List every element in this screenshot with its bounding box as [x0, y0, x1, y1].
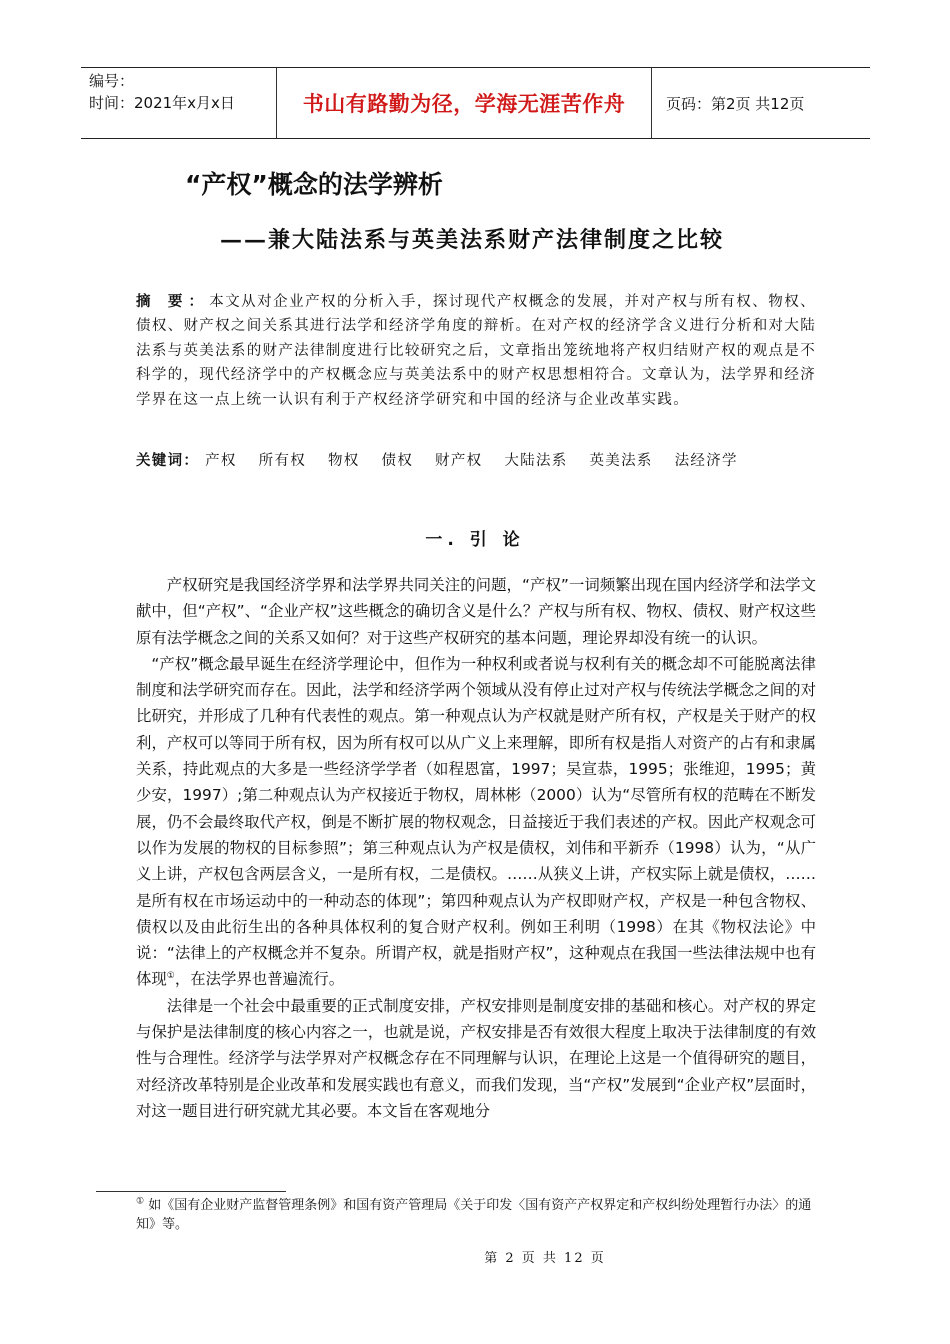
footnote-divider [96, 1191, 286, 1192]
header-meta [81, 68, 277, 138]
page-footer: 第 2 页 共 12 页 [484, 1251, 606, 1266]
keyword: 产权 [205, 453, 237, 469]
paragraph: 产权研究是我国经济学界和法学界共同关注的问题，“产权”一词频繁出现在国内经济学和法学文献中，但“产权”、“企业产权”这些概念的确切含义是什么？产权与所有权、物权、债权、财产权这些原有法学概念之间的关系又如何？对于这些产权研究的基本问题，理论界却没有统一的认识。 [136, 576, 816, 647]
keyword: 英美法系 [589, 453, 653, 469]
paragraph-text: “产权”概念最早诞生在经济学理论中，但作为一种权利或者说与权利有关的概念却不可能脱离法律制度和法学研究而存在。因此，法学和经济学两个领域从没有停止过对产权与传统法学概念之间的对比研究，并形成了几种有代表性的观点。第一种观点认为产权就是财产所有权，产权是关于财产的权利，产权可以等同于所有权，因为所有权可以从广义上来理解，即所有权是指人对资产的占有和隶属关系，持此观点的大多是一些经济学学者（如程恩富，1997；吴宣恭，1995；张维迎，1995；黄少安，1997）;第二种观点认为产权接近于物权，周林彬（2000）认为“尽管所有权的范畴在不断发展，仍不会最终取代产权，倒是不断扩展的物权观念，日益接近于我们表述的产权。因此产权观念可以作为发展的物权的目标参照”；第三种观点认为产权是债权，刘伟和平新乔（1998）认为，“从广义上讲，产权包含两层含义，一是所有权，二是债权。……从狭义上讲，产权实际上就是债权，……是所有权在市场运动中的一种动态的体现”；第四种观点认为产权即财产权，产权是一种包含物权、债权以及由此衍生出的各种具体权利的复合财产权利。例如王利明（1998）在其《物权法论》中说：“法律上的产权概念并不复杂。所谓产权，就是指财产权”，这种观点在我国一些法律法规中也有体现 [136, 654, 816, 989]
abstract-text: 本文从对企业产权的分析入手，探讨现代产权概念的发展，并对产权与所有权、物权、债权、财产权之间关系其进行法学和经济学角度的辩析。在对产权的经济学含义进行分析和对大陆法系与英美法系的财产法律制度进行比较研究之后，文章指出笼统地将产权归结财产权的观点是不科学的，现代经济学中的产权概念应与英美法系中的财产权思想相符合。文章认为，法学界和经济学界在这一点上统一认识有利于产权经济学研究和中国的经济与企业改革实践。 [136, 294, 816, 408]
abstract-label: 摘 要： [136, 293, 210, 310]
keyword: 债权 [381, 453, 414, 469]
footnote [136, 1196, 826, 1234]
document-title: “产权”概念的法学辨析 [185, 170, 443, 199]
keyword: 物权 [327, 453, 360, 469]
document-number-label: 编号： [89, 72, 135, 90]
page-header [81, 67, 870, 139]
keyword: 大陆法系 [504, 453, 568, 469]
paragraph-text: ，在法学界也普遍流行。 [174, 970, 345, 989]
document-date: 时间：2021年x月x日 [89, 94, 235, 112]
keyword: 所有权 [258, 453, 307, 469]
footnote-marker: ① [136, 1196, 145, 1207]
paragraph [136, 651, 816, 993]
header-motto: 书山有路勤为径，学海无涯苦作舟 [277, 68, 652, 138]
header-page-info: 页码：第2页 共12页 [666, 94, 805, 113]
keyword: 法经济学 [674, 453, 738, 469]
body-text [136, 572, 816, 1124]
footnote-reference[interactable]: ① [166, 971, 175, 982]
keywords [136, 449, 754, 470]
footnote-text: 如《国有企业财产监督管理条例》和国有资产管理局《关于印发〈国有资产产权界定和产权纠纷处理暂行办法〉的通知》等。 [136, 1198, 812, 1232]
abstract [136, 290, 816, 412]
keywords-label: 关键词： [136, 453, 200, 469]
section-heading: 一. 引 论 [425, 530, 525, 550]
paragraph: 法律是一个社会中最重要的正式制度安排，产权安排则是制度安排的基础和核心。对产权的界定与保护是法律制度的核心内容之一，也就是说，产权安排是否有效很大程度上取决于法律制度的有效性与合理性。经济学与法学界对产权概念存在不同理解与认识，在理论上这是一个值得研究的题目，对经济改革特别是企业改革和发展实践也有意义，而我们发现，当“产权”发展到“企业产权”层面时，对这一题目进行研究就尤其必要。本文旨在客观地分 [136, 996, 816, 1120]
keyword: 财产权 [435, 453, 483, 469]
document-subtitle: ——兼大陆法系与英美法系财产法律制度之比较 [220, 227, 725, 253]
